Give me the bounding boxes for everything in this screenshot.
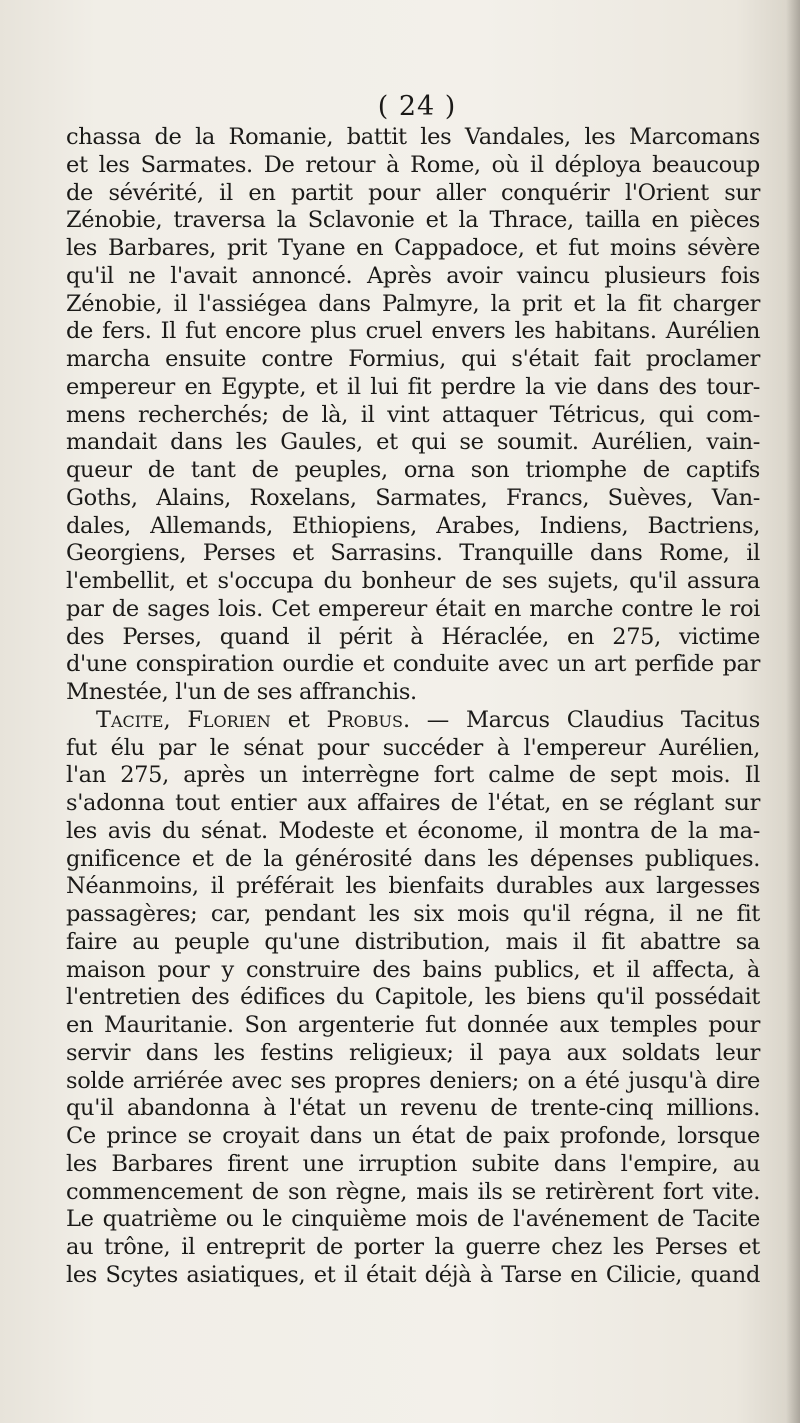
text-line: qu'il abandonna à l'état un revenu de trente-cinq millions. <box>66 1095 760 1122</box>
text-line: servir dans les festins religieux; il paya aux soldats leur <box>66 1039 760 1066</box>
heading-name-florien: Florien <box>187 706 271 733</box>
text-line: Goths, Alains, Roxelans, Sarmates, Francs, Suèves, Van- <box>66 484 760 511</box>
text-line: au trône, il entreprit de porter la guerre chez les Perses et <box>66 1234 760 1260</box>
text-line: d'une conspiration ourdie et conduite avec un art perfide par <box>66 651 760 678</box>
text-line: les avis du sénat. Modeste et économe, il montra de la ma- <box>66 817 760 844</box>
text-line: faire au peuple qu'une distribution, mais il fit abattre sa <box>66 928 760 955</box>
text-line: mens recherchés; de là, il vint attaquer Tétricus, qui com- <box>66 401 760 428</box>
text-line: dales, Allemands, Ethiopiens, Arabes, Indiens, Bactriens, <box>66 512 760 539</box>
text-line: les Barbares, prit Tyane en Cappadoce, et fut moins sévère <box>66 235 760 261</box>
paragraph-last-line: Mnestée, l'un de ses affranchis. <box>66 679 417 705</box>
text-line: s'adonna tout entier aux affaires de l'état, en se réglant sur <box>66 790 760 816</box>
text-line: l'entretien des édifices du Capitole, les biens qu'il possédait <box>66 984 760 1011</box>
text-line: chassa de la Romanie, battit les Vandales, les Marcomans <box>66 124 760 150</box>
text-line: Le quatrième ou le cinquième mois de l'avénement de Tacite <box>66 1206 760 1233</box>
section-heading-line: Tacite, Florien et Probus. — Marcus Claudius Tacitus <box>96 706 761 733</box>
text-line: Zénobie, il l'assiégea dans Palmyre, la prit et la fit charger <box>66 290 760 317</box>
text-line: commencement de son règne, mais ils se retirèrent fort vite. <box>66 1178 760 1205</box>
text-line: fut élu par le sénat pour succéder à l'empereur Aurélien, <box>66 734 760 761</box>
text-line: et les Sarmates. De retour à Rome, où il déploya beaucoup <box>66 151 760 178</box>
text-line: Zénobie, traversa la Sclavonie et la Thrace, tailla en pièces <box>66 207 760 234</box>
text-line: Ce prince se croyait dans un état de paix profonde, lorsque <box>66 1123 760 1149</box>
text-line: empereur en Egypte, et il lui fit perdre la vie dans des tour- <box>66 373 760 400</box>
text-line: de sévérité, il en partit pour aller conquérir l'Orient sur <box>66 179 760 206</box>
text-line: des Perses, quand il périt à Héraclée, en 275, victime <box>66 623 760 650</box>
text-line: qu'il ne l'avait annoncé. Après avoir vaincu plusieurs fois <box>66 262 760 289</box>
page-number: ( 24 ) <box>377 91 457 122</box>
page-text <box>66 124 760 1290</box>
text-line: l'an 275, après un interrègne fort calme de sept mois. Il <box>66 762 760 789</box>
text-line: marcha ensuite contre Formius, qui s'était fait proclamer <box>66 346 760 372</box>
text-line: de fers. Il fut encore plus cruel envers les habitans. Aurélien <box>66 318 760 345</box>
text-line: passagères; car, pendant les six mois qu'il régna, il ne fit <box>66 901 760 927</box>
heading-name-tacite: Tacite <box>96 706 164 733</box>
text-line: mandait dans les Gaules, et qui se soumit. Aurélien, vain- <box>66 429 760 456</box>
page-edge-shadow <box>786 0 800 1423</box>
text-line: maison pour y construire des bains publics, et il affecta, à <box>66 956 760 983</box>
text-line: Néanmoins, il préférait les bienfaits durables aux largesses <box>66 873 760 900</box>
text-line: les Barbares firent une irruption subite dans l'empire, au <box>66 1150 760 1177</box>
heading-name-probus: Probus <box>326 706 403 733</box>
text-line: Georgiens, Perses et Sarrasins. Tranquille dans Rome, il <box>66 540 760 567</box>
text-line: l'embellit, et s'occupa du bonheur de ses sujets, qu'il assura <box>66 568 760 594</box>
heading-tail: . — Marcus Claudius Tacitus <box>402 706 761 733</box>
text-line: solde arriérée avec ses propres deniers; on a été jusqu'à dire <box>66 1067 760 1094</box>
text-line: queur de tant de peuples, orna son triomphe de captifs <box>66 457 760 483</box>
text-line: en Mauritanie. Son argenterie fut donnée aux temples pour <box>66 1012 760 1038</box>
text-line: les Scytes asiatiques, et il était déjà à Tarse en Cilicie, quand <box>66 1261 760 1288</box>
text-line: par de sages lois. Cet empereur était en marche contre le roi <box>66 595 760 622</box>
text-line: gnificence et de la générosité dans les dépenses publiques. <box>66 845 760 872</box>
